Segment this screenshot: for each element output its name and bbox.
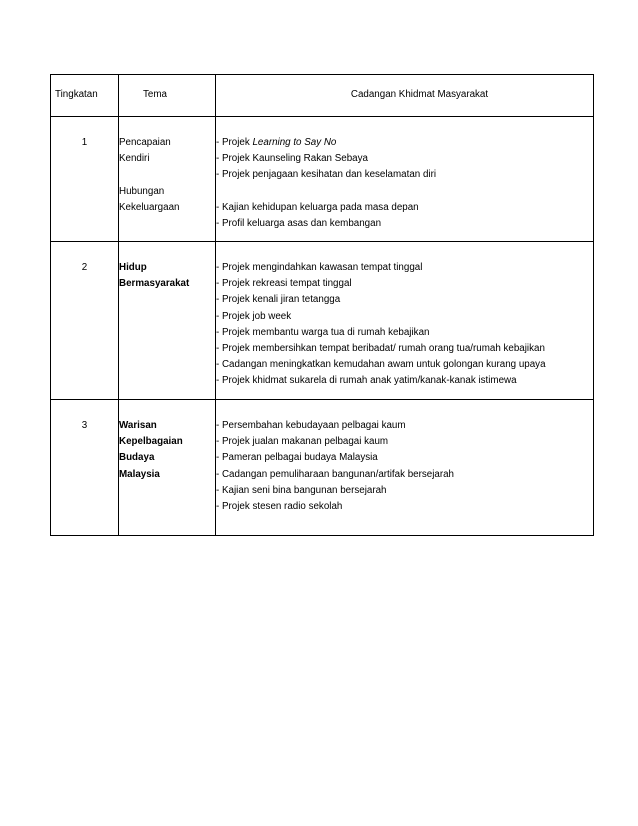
table-header-row xyxy=(51,75,594,117)
list-item: - Cadangan pemuliharaan bangunan/artifak bersejarah xyxy=(216,468,455,480)
tema-cell xyxy=(119,400,216,536)
list-item: - Kajian seni bina bangunan bersejarah xyxy=(216,484,387,496)
khidmat-masyarakat-table xyxy=(50,74,594,536)
list-item: - Projek kenali jiran tetangga xyxy=(216,294,341,306)
tema-line: Hubungan xyxy=(119,185,165,197)
list-item: - Persembahan kebudayaan pelbagai kaum xyxy=(216,420,406,431)
tema-line: Warisan xyxy=(119,420,157,431)
list-item: - Projek membersihkan tempat beribadat/ rumah orang tua/rumah kebajikan xyxy=(216,342,545,354)
list-item xyxy=(216,135,593,151)
list-item: - Projek mengindahkan kawasan tempat tinggal xyxy=(216,262,423,273)
tema-line: Budaya xyxy=(119,452,155,464)
list-item: - Projek penjagaan kesihatan dan keselamatan diri xyxy=(216,169,437,181)
tema-line: Hidup xyxy=(119,262,147,273)
cadangan-cell xyxy=(216,400,594,536)
list-item: - Projek Kaunseling Rakan Sebaya xyxy=(216,153,368,165)
tema-cell xyxy=(119,117,216,242)
table-row xyxy=(51,400,594,536)
list-item: - Kajian kehidupan keluarga pada masa depan xyxy=(216,202,419,214)
table-row xyxy=(51,117,594,242)
tingkatan-cell xyxy=(51,117,119,242)
tingkatan-cell xyxy=(51,242,119,400)
tingkatan-cell xyxy=(51,400,119,536)
cadangan-cell xyxy=(216,117,594,242)
list-item: - Projek membantu warga tua di rumah kebajikan xyxy=(216,326,430,338)
list-item: - Profil keluarga asas dan kembangan xyxy=(216,218,382,230)
list-item: - Projek stesen radio sekolah xyxy=(216,500,343,512)
tema-line: Kekeluargaan xyxy=(119,202,180,214)
item-italic-title: Learning to Say No xyxy=(252,137,337,148)
list-item: - Projek rekreasi tempat tinggal xyxy=(216,278,352,290)
header-tema: Tema xyxy=(119,75,216,117)
tema-line: Malaysia xyxy=(119,468,160,480)
tema-cell xyxy=(119,242,216,400)
header-cadangan: Cadangan Khidmat Masyarakat xyxy=(216,75,594,117)
tingkatan-value: 2 xyxy=(81,262,88,273)
tingkatan-value: 1 xyxy=(81,137,88,148)
list-item: - Projek jualan makanan pelbagai kaum xyxy=(216,436,389,448)
tema-line: Kendiri xyxy=(119,153,150,165)
list-item: - Projek job week xyxy=(216,310,292,322)
list-item: - Pameran pelbagai budaya Malaysia xyxy=(216,452,378,464)
tema-line: Kepelbagaian xyxy=(119,436,183,448)
tingkatan-value: 3 xyxy=(81,420,88,431)
list-item: - Projek khidmat sukarela di rumah anak yatim/kanak-kanak istimewa xyxy=(216,375,517,387)
tema-line: Pencapaian xyxy=(119,137,171,148)
list-item: - Cadangan meningkatkan kemudahan awam untuk golongan kurang upaya xyxy=(216,359,546,371)
tema-line: Bermasyarakat xyxy=(119,278,190,290)
cadangan-cell xyxy=(216,242,594,400)
header-tingkatan: Tingkatan xyxy=(51,75,119,117)
item-prefix: - Projek xyxy=(216,137,253,148)
table-row xyxy=(51,242,594,400)
